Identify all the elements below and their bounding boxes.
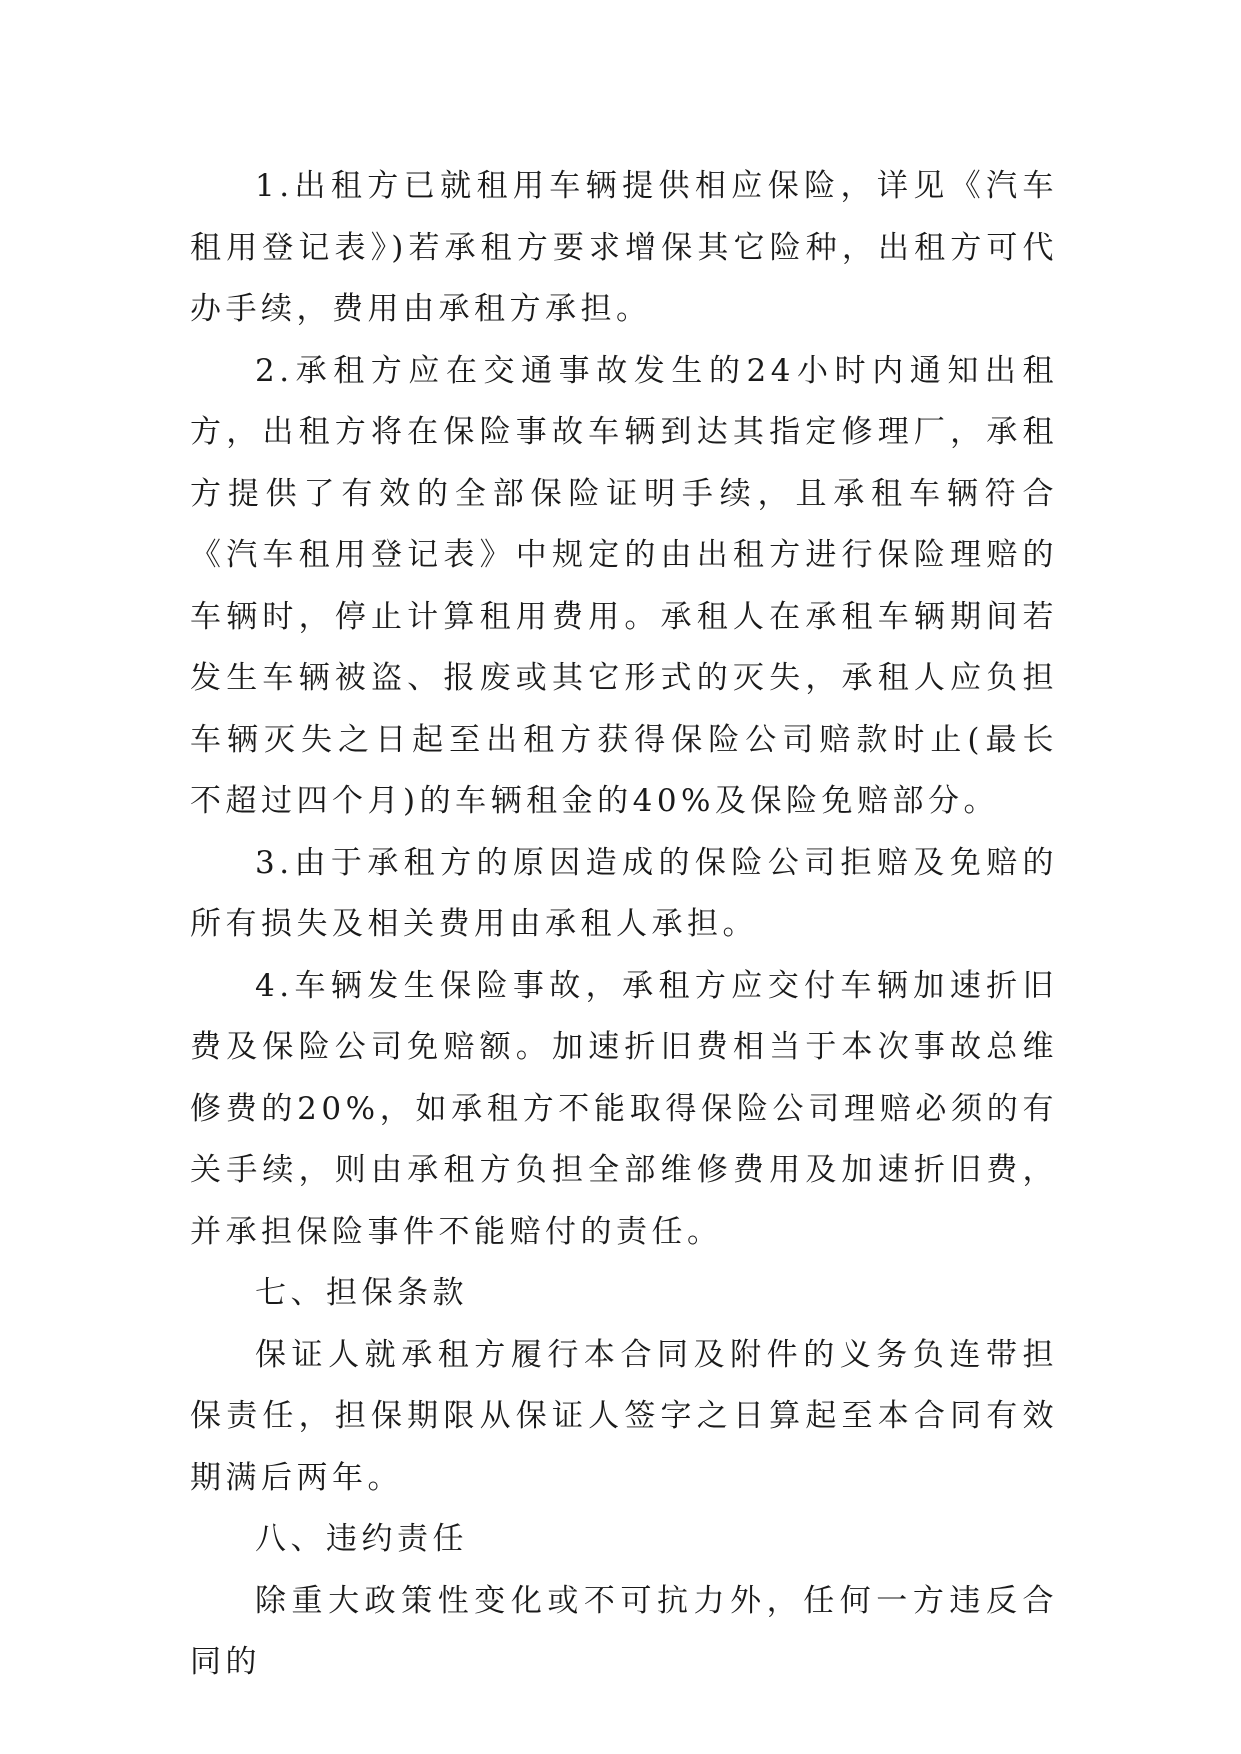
clause-1-paragraph: 1.出租方已就租用车辆提供相应保险，详见《汽车租用登记表》)若承租方要求增保其它险种，出租方可代办手续，费用由承租方承担。: [190, 168, 1058, 327]
document-body: [190, 156, 1058, 1694]
section-8-heading: 八、违约责任: [255, 1521, 468, 1557]
section-7-heading: 七、担保条款: [255, 1275, 468, 1311]
section-7-paragraph: 保证人就承租方履行本合同及附件的义务负连带担保责任，担保期限从保证人签字之日算起至本合同有效期满后两年。: [190, 1336, 1058, 1496]
clause-2-paragraph: 2.承租方应在交通事故发生的24小时内通知出租方，出租方将在保险事故车辆到达其指定修理厂，承租方提供了有效的全部保险证明手续，且承租车辆符合《汽车租用登记表》中规定的由出租方进行保险理赔的车辆时，停止计算租用费用。承租人在承租车辆期间若发生车辆被盗、报废或其它形式的灭失，承租人应负担车辆灭失之日起至出租方获得保险公司赔款时止(最长不超过四个月)的车辆租金的40%及保险免赔部分。: [190, 352, 1058, 819]
clause-3-paragraph: 3.由于承租方的原因造成的保险公司拒赔及免赔的所有损失及相关费用由承租人承担。: [190, 844, 1058, 942]
section-8-paragraph: 除重大政策性变化或不可抗力外，任何一方违反合同的: [190, 1582, 1058, 1680]
clause-4-paragraph: 4.车辆发生保险事故，承租方应交付车辆加速折旧费及保险公司免赔额。加速折旧费相当于本次事故总维修费的20%，如承租方不能取得保险公司理赔必须的有关手续，则由承租方负担全部维修费用及加速折旧费，并承担保险事件不能赔付的责任。: [190, 967, 1058, 1250]
